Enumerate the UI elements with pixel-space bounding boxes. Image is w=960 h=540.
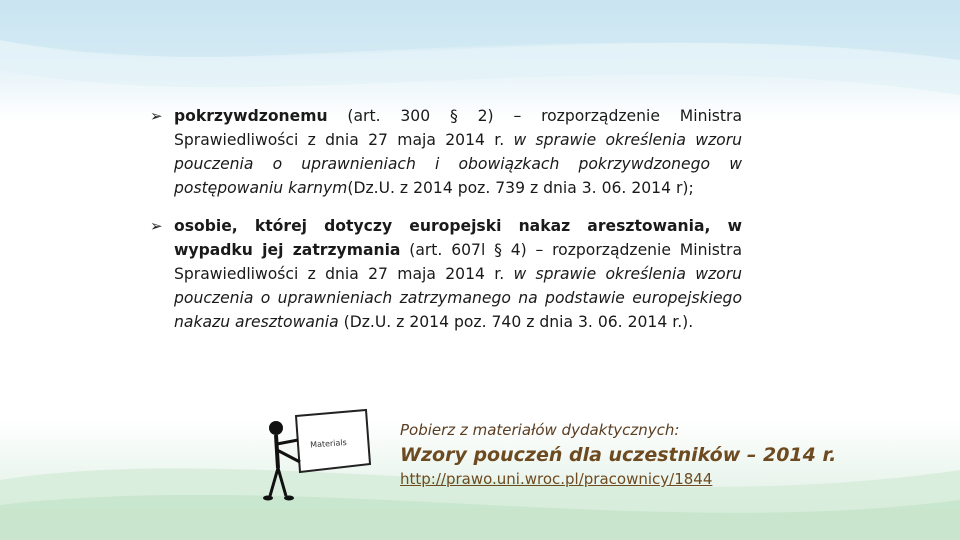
- bullet1-text: (art. 300 § 2) – rozporządzenie Ministra Sprawiedliwości z dnia 27 maja 2014 r.: [174, 107, 742, 149]
- bullet1-citation: (Dz.U. z 2014 poz. 739 z dnia 3. 06. 2014 r);: [347, 179, 694, 197]
- slide-content: [150, 104, 742, 348]
- bullet2-citation: (Dz.U. z 2014 poz. 740 z dnia 3. 06. 2014 r.).: [338, 313, 694, 331]
- materials-box: [400, 418, 850, 490]
- sign-text: Materials: [309, 437, 348, 450]
- materials-link[interactable]: http://prawo.uni.wroc.pl/pracownicy/1844: [400, 470, 713, 488]
- bullet-pokrzywdzony: [150, 104, 742, 200]
- arrow-bullet-icon: ➢: [150, 107, 163, 125]
- bullet2-bold: osobie, której dotyczy europejski nakaz aresztowania, w wypadku jej zatrzymania: [174, 217, 742, 259]
- bullet-europejski-nakaz: [150, 214, 742, 334]
- arrow-bullet-icon: ➢: [150, 217, 163, 235]
- bullet2-text: (art. 607l § 4) – rozporządzenie Ministra Sprawiedliwości z dnia 27 maja 2014 r.: [174, 241, 743, 283]
- bullet2-italic: w sprawie określenia wzoru pouczenia o uprawnieniach zatrzymanego na podstawie europejskiego nakazu aresztowania: [174, 265, 742, 331]
- stick-figure-materials-icon: [262, 406, 372, 504]
- materials-title: Wzory pouczeń dla uczestników – 2014 r.: [400, 444, 837, 466]
- materials-intro: Pobierz z materiałów dydaktycznych:: [400, 421, 680, 439]
- bullet1-italic: w sprawie określenia wzoru pouczenia o uprawnieniach i obowiązkach pokrzywdzonego w postępowaniu karnym: [174, 131, 742, 197]
- bullet1-bold: pokrzywdzonemu: [174, 107, 328, 125]
